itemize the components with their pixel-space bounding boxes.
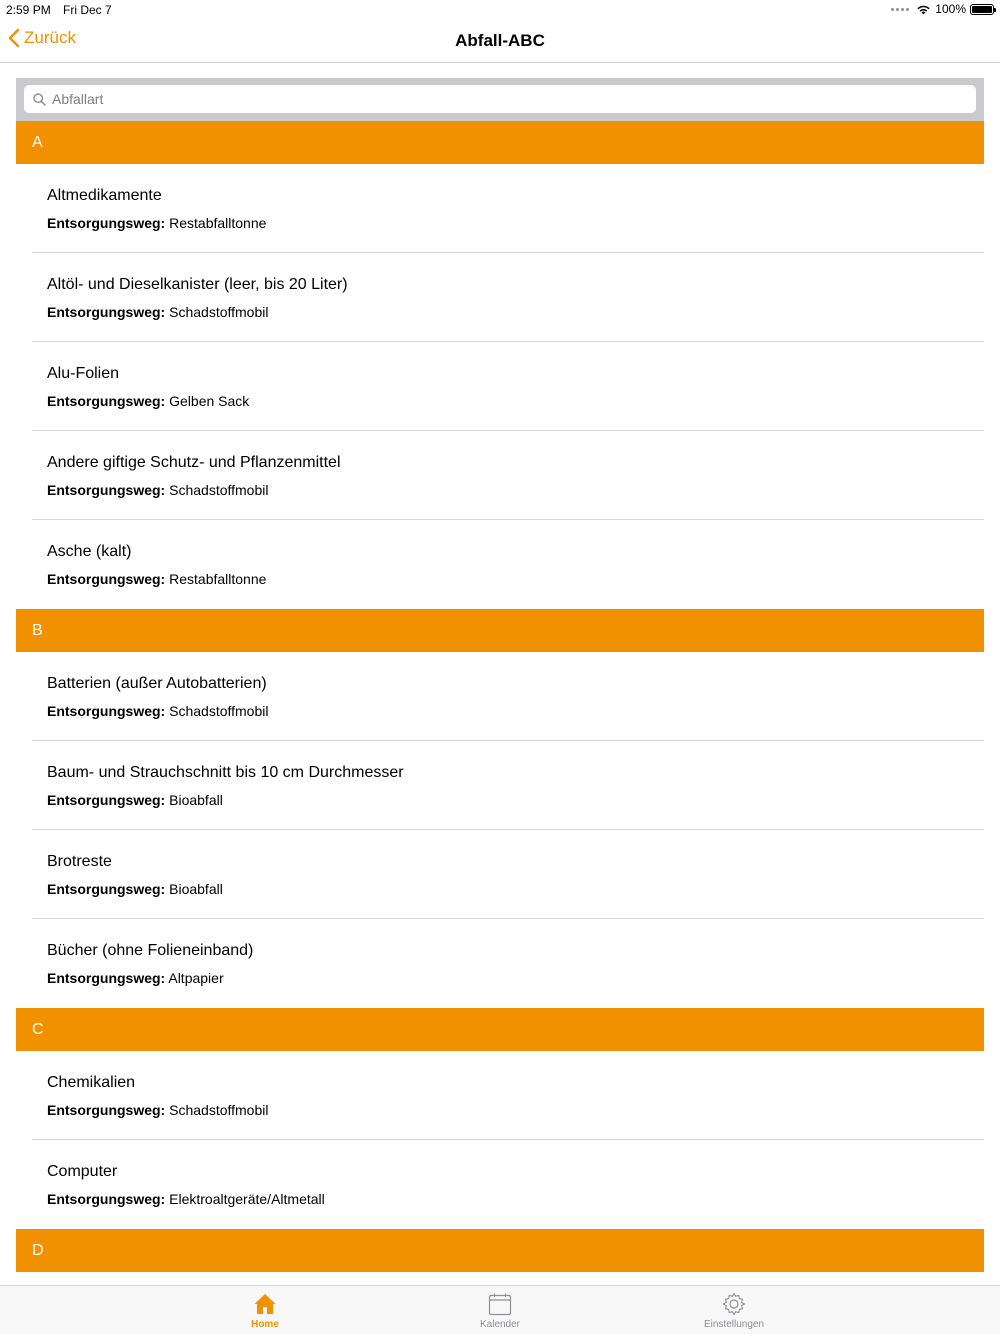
item-title: Brotreste xyxy=(47,853,112,870)
page-title: Abfall-ABC xyxy=(455,31,545,50)
back-label: Zurück xyxy=(24,28,76,47)
section-letter: C xyxy=(32,1020,44,1038)
search-icon xyxy=(33,93,46,106)
item-title: Bücher (ohne Folieneinband) xyxy=(47,942,254,959)
search-field[interactable] xyxy=(24,85,976,113)
item-title: Asche (kalt) xyxy=(47,543,132,560)
tab-bar xyxy=(0,1285,1000,1334)
search-bar xyxy=(16,78,984,121)
item-title: Batterien (außer Autobatterien) xyxy=(47,675,267,692)
tab-home[interactable] xyxy=(185,1292,345,1330)
section-header-c xyxy=(16,1008,984,1051)
disposal-value: Restabfalltonne xyxy=(169,571,267,587)
disposal-value: Altpapier xyxy=(168,970,224,986)
section-header-b xyxy=(16,609,984,652)
list-item[interactable] xyxy=(16,1140,984,1229)
disposal-label: Entsorgungsweg: xyxy=(47,215,166,231)
battery-icon xyxy=(970,4,994,15)
item-disposal xyxy=(47,703,268,719)
section-header-a xyxy=(16,121,984,164)
item-disposal xyxy=(47,482,268,498)
disposal-label: Entsorgungsweg: xyxy=(47,482,166,498)
disposal-label: Entsorgungsweg: xyxy=(47,1191,166,1207)
disposal-label: Entsorgungsweg: xyxy=(47,881,166,897)
section-letter: A xyxy=(32,133,43,151)
list-item[interactable] xyxy=(16,830,984,919)
disposal-label: Entsorgungsweg: xyxy=(47,304,166,320)
item-title: Computer xyxy=(47,1163,118,1180)
item-title: Chemikalien xyxy=(47,1074,136,1091)
disposal-value: Bioabfall xyxy=(169,881,223,897)
list-item[interactable] xyxy=(16,253,984,342)
status-time: 2:59 PM xyxy=(6,3,51,17)
item-disposal xyxy=(47,792,223,808)
home-icon xyxy=(253,1292,277,1316)
tab-settings-label: Einstellungen xyxy=(703,1319,765,1330)
battery-percent: 100% xyxy=(935,2,966,16)
disposal-value: Bioabfall xyxy=(169,792,223,808)
cellular-signal-icon xyxy=(891,8,909,11)
disposal-value: Schadstoffmobil xyxy=(169,703,269,719)
item-disposal xyxy=(47,881,223,897)
item-title: Altmedikamente xyxy=(47,187,162,204)
disposal-label: Entsorgungsweg: xyxy=(47,1102,166,1118)
list-item[interactable] xyxy=(16,1051,984,1140)
item-disposal xyxy=(47,304,268,320)
waste-list[interactable] xyxy=(16,78,984,1285)
item-disposal xyxy=(47,1102,268,1118)
disposal-value: Schadstoffmobil xyxy=(169,482,269,498)
disposal-label: Entsorgungsweg: xyxy=(47,970,166,986)
list-item[interactable] xyxy=(16,164,984,253)
tab-home-label: Home xyxy=(251,1319,279,1330)
wifi-icon xyxy=(916,4,931,15)
disposal-value: Gelben Sack xyxy=(169,393,250,409)
list-item[interactable] xyxy=(16,431,984,520)
disposal-label: Entsorgungsweg: xyxy=(47,703,166,719)
disposal-value: Elektroaltgeräte/Altmetall xyxy=(169,1191,325,1207)
tab-calendar-label: Kalender xyxy=(479,1319,521,1330)
sections-container xyxy=(16,121,984,1272)
item-disposal xyxy=(47,970,224,986)
item-title: Alu-Folien xyxy=(47,365,120,382)
gear-icon xyxy=(722,1292,746,1316)
item-disposal xyxy=(47,215,266,231)
status-bar xyxy=(0,0,1000,20)
section-header-d xyxy=(16,1229,984,1272)
item-disposal xyxy=(47,571,266,587)
section-letter: B xyxy=(32,621,43,639)
disposal-value: Restabfalltonne xyxy=(169,215,267,231)
status-indicators xyxy=(891,2,994,16)
status-date: Fri Dec 7 xyxy=(63,3,112,17)
disposal-label: Entsorgungsweg: xyxy=(47,792,166,808)
tab-settings[interactable] xyxy=(654,1292,814,1330)
item-title: Altöl- und Dieselkanister (leer, bis 20 Liter) xyxy=(47,276,348,293)
search-input[interactable] xyxy=(52,91,952,107)
navigation-bar xyxy=(0,20,1000,63)
disposal-label: Entsorgungsweg: xyxy=(47,393,166,409)
tab-calendar[interactable] xyxy=(420,1292,580,1330)
item-disposal xyxy=(47,393,249,409)
list-item[interactable] xyxy=(16,520,984,609)
list-item[interactable] xyxy=(16,919,984,1008)
item-disposal xyxy=(47,1191,325,1207)
section-letter: D xyxy=(32,1241,44,1259)
list-item[interactable] xyxy=(16,652,984,741)
disposal-label: Entsorgungsweg: xyxy=(47,571,166,587)
item-title: Baum- und Strauchschnitt bis 10 cm Durchmesser xyxy=(47,764,404,781)
item-title: Andere giftige Schutz- und Pflanzenmittel xyxy=(47,454,341,471)
calendar-icon xyxy=(488,1292,512,1316)
disposal-value: Schadstoffmobil xyxy=(169,1102,269,1118)
disposal-value: Schadstoffmobil xyxy=(169,304,269,320)
list-item[interactable] xyxy=(16,342,984,431)
list-item[interactable] xyxy=(16,741,984,830)
